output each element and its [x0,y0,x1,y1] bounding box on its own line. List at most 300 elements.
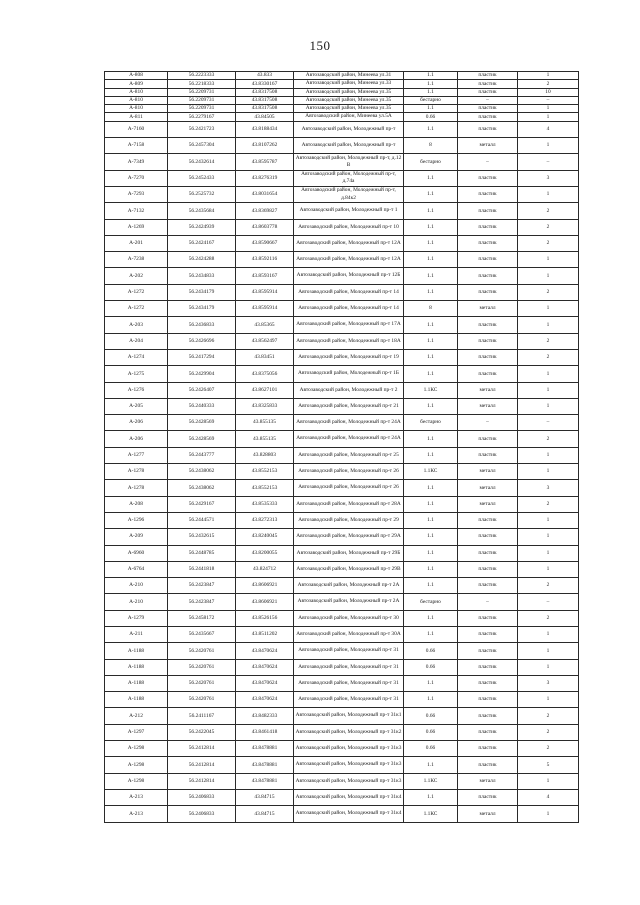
table-row [105,529,579,545]
cell-longitude: 43.8482333 [236,708,294,724]
table-row [105,496,579,512]
cell-material: металл [458,398,518,414]
cell-address: Автозаводский район, Молодежный пр-т 24А [294,431,404,447]
cell-volume: 1.1 [404,317,458,333]
cell-volume: 0.66 [404,724,458,740]
cell-latitude: 56.2429167 [168,496,236,512]
cell-latitude: 56.2452433 [168,170,236,186]
cell-count: 1 [518,398,579,414]
cell-latitude: 56.2429904 [168,366,236,382]
cell-latitude: 56.2525732 [168,186,236,202]
cell-address: Автозаводский район, Молодежный пр-т 12А [294,252,404,268]
cell-site-id: А-1272 [105,284,168,300]
cell-address: Автозаводский район, Молодежный пр-т 14 [294,284,404,300]
cell-site-id: А-211 [105,626,168,642]
cell-latitude: 56.2420761 [168,659,236,675]
cell-material: металл [458,464,518,480]
cell-address: Автозаводский район, Молодежный пр-т 31к3 [294,757,404,773]
cell-site-id: А-810 [105,105,168,113]
cell-material: пластик [458,675,518,691]
cell-address: Автозаводский район, Молодежный пр-т 24А [294,415,404,431]
cell-material: металл [458,138,518,154]
cell-longitude: 43.8461418 [236,724,294,740]
cell-longitude: 43.8276319 [236,170,294,186]
cell-material: пластик [458,186,518,202]
table-row [105,96,579,104]
cell-count: 2 [518,708,579,724]
cell-volume: 1.1 [404,72,458,80]
cell-material: пластик [458,105,518,113]
cell-site-id: А-810 [105,88,168,96]
cell-volume: 1.1 [404,235,458,251]
cell-latitude: 56.2441818 [168,561,236,577]
cell-longitude: 43.8470624 [236,692,294,708]
table-row [105,545,579,561]
cell-material: пластик [458,447,518,463]
cell-volume: 1.1 [404,203,458,219]
cell-material: пластик [458,88,518,96]
cell-address: Автозаводский район, Молодежный пр-т 19 [294,349,404,365]
cell-site-id: А-810 [105,96,168,104]
cell-count: 2 [518,431,579,447]
cell-count: 4 [518,121,579,137]
table-row [105,741,579,757]
cell-material: пластик [458,121,518,137]
cell-material: пластик [458,252,518,268]
cell-latitude: 56.2438062 [168,480,236,496]
cell-site-id: А-809 [105,80,168,88]
cell-site-id: А-1275 [105,366,168,382]
cell-volume: 1.1 [404,512,458,528]
cell-volume: 1.1 [404,692,458,708]
cell-count: – [518,154,579,170]
cell-material: пластик [458,268,518,284]
cell-count: 1 [518,561,579,577]
cell-latitude: 56.2423847 [168,578,236,594]
table-row [105,789,579,805]
cell-site-id: А-7293 [105,186,168,202]
table-row [105,464,579,480]
cell-volume: 1.1КС [404,773,458,789]
cell-volume: 1.1 [404,789,458,805]
cell-material: пластик [458,659,518,675]
cell-material: пластик [458,578,518,594]
cell-count: 1 [518,464,579,480]
cell-site-id: А-7238 [105,252,168,268]
cell-longitude: 43.855135 [236,415,294,431]
cell-latitude: 56.2209731 [168,96,236,104]
cell-volume: 0.66 [404,643,458,659]
cell-volume: 1.1 [404,675,458,691]
cell-volume: 1.1 [404,610,458,626]
cell-volume: 1.1 [404,333,458,349]
cell-latitude: 56.2424288 [168,252,236,268]
cell-latitude: 56.2428569 [168,431,236,447]
cell-volume: 1.1 [404,349,458,365]
cell-latitude: 56.2444571 [168,512,236,528]
table-row [105,480,579,496]
cell-site-id: А-1188 [105,643,168,659]
cell-address: Автозаводский район, Молодежный пр-т 17А [294,317,404,333]
cell-count: 1 [518,626,579,642]
table-row [105,431,579,447]
cell-material: металл [458,806,518,822]
cell-site-id: А-201 [105,235,168,251]
cell-count: 1 [518,512,579,528]
cell-address: Автозаводский район, Молодежный пр-т 31к4 [294,789,404,805]
cell-longitude: 43.8375056 [236,366,294,382]
table-row [105,113,579,121]
cell-site-id: А-1296 [105,512,168,528]
cell-site-id: А-7270 [105,170,168,186]
cell-count: 1 [518,447,579,463]
cell-longitude: 43.8200055 [236,545,294,561]
cell-site-id: А-1274 [105,349,168,365]
cell-longitude: 43.8272313 [236,512,294,528]
cell-volume: 1.1КС [404,464,458,480]
cell-latitude: 56.2424939 [168,219,236,235]
cell-latitude: 56.2406833 [168,789,236,805]
cell-site-id: А-213 [105,806,168,822]
cell-volume: 1.1 [404,366,458,382]
cell-count: 2 [518,284,579,300]
cell-count: 1 [518,773,579,789]
cell-count: – [518,96,579,104]
cell-longitude: 43.8478881 [236,741,294,757]
cell-count: 2 [518,578,579,594]
cell-longitude: 43.8031654 [236,186,294,202]
cell-volume: бестарно [404,154,458,170]
cell-longitude: 43.8325833 [236,398,294,414]
cell-material: – [458,154,518,170]
cell-count: 1 [518,659,579,675]
cell-latitude: 56.2420761 [168,675,236,691]
table-row [105,105,579,113]
table-row [105,235,579,251]
cell-count: 2 [518,333,579,349]
cell-longitude: 43.84505 [236,113,294,121]
cell-count: 1 [518,268,579,284]
cell-address: Автозаводский район, Молодежный пр-т 31к2 [294,724,404,740]
cell-count: 1 [518,643,579,659]
cell-longitude: 43.8511202 [236,626,294,642]
cell-longitude: 43.84715 [236,806,294,822]
cell-longitude: 43.8595914 [236,284,294,300]
cell-site-id: А-1188 [105,675,168,691]
cell-site-id: А-1278 [105,480,168,496]
cell-latitude: 56.2420761 [168,692,236,708]
cell-material: пластик [458,170,518,186]
cell-material: пластик [458,80,518,88]
cell-latitude: 56.2411167 [168,708,236,724]
cell-volume: 1.1 [404,88,458,96]
cell-latitude: 56.2443777 [168,447,236,463]
cell-address: Автозаводский район, Молодежный пр-т 29А [294,529,404,545]
cell-count: 2 [518,496,579,512]
cell-address: Автозаводский район, Молодежный пр-т 1Б [294,366,404,382]
cell-material: пластик [458,741,518,757]
cell-volume: 1.1 [404,219,458,235]
cell-count: 4 [518,789,579,805]
cell-volume: 1.1 [404,284,458,300]
cell-address: Автозаводский район, Молодежный пр-т 26 [294,464,404,480]
cell-count: 2 [518,219,579,235]
cell-volume: 1.1 [404,105,458,113]
cell-address: Автозаводский район, Молодежный пр-т 31к3 [294,741,404,757]
cell-volume: 1.1 [404,170,458,186]
cell-count: 1 [518,806,579,822]
cell-longitude: 43.8595787 [236,154,294,170]
cell-address: Автозаводский район, Молодежный пр-т 2А [294,578,404,594]
cell-count: 2 [518,610,579,626]
cell-site-id: А-6960 [105,545,168,561]
cell-material: металл [458,301,518,317]
cell-count: 2 [518,203,579,219]
cell-latitude: 56.2432615 [168,529,236,545]
cell-site-id: А-811 [105,113,168,121]
cell-latitude: 56.2218333 [168,80,236,88]
cell-address: Автозаводский район, Молодежный пр-т, д.12 В [294,154,404,170]
cell-address: Автозаводский район, Минеева ул.35 [294,88,404,96]
cell-material: пластик [458,235,518,251]
cell-material: пластик [458,626,518,642]
table-row [105,366,579,382]
cell-count: 1 [518,252,579,268]
cell-site-id: А-204 [105,333,168,349]
cell-address: Автозаводский район, Минеева ул.5А [294,113,404,121]
cell-site-id: А-1188 [105,659,168,675]
cell-count: 1 [518,545,579,561]
cell-latitude: 56.2432614 [168,154,236,170]
cell-latitude: 56.2420761 [168,643,236,659]
cell-address: Автозаводский район, Молодежный пр-т 14 [294,301,404,317]
table-row [105,80,579,88]
table-row [105,317,579,333]
cell-count: 1 [518,113,579,121]
cell-site-id: А-1276 [105,382,168,398]
table-row [105,138,579,154]
cell-volume: бестарно [404,96,458,104]
cell-latitude: 56.2435667 [168,626,236,642]
cell-material: пластик [458,789,518,805]
cell-latitude: 56.2426696 [168,333,236,349]
cell-count: 3 [518,480,579,496]
cell-longitude: 43.85365 [236,317,294,333]
table-row [105,72,579,80]
cell-site-id: А-1298 [105,741,168,757]
cell-latitude: 56.2436833 [168,317,236,333]
cell-count: 1 [518,138,579,154]
cell-material: пластик [458,512,518,528]
cell-site-id: А-7132 [105,203,168,219]
cell-site-id: А-7349 [105,154,168,170]
cell-latitude: 56.2424167 [168,235,236,251]
cell-volume: 1.1 [404,447,458,463]
cell-longitude: 43.8317508 [236,96,294,104]
cell-address: Автозаводский район, Молодежный пр-т 1 [294,203,404,219]
cell-material: пластик [458,757,518,773]
cell-longitude: 43.8606921 [236,594,294,610]
cell-latitude: 56.2434833 [168,268,236,284]
cell-address: Автозаводский район, Молодежный пр-т 21 [294,398,404,414]
cell-site-id: А-1278 [105,464,168,480]
cell-latitude: 56.2412814 [168,741,236,757]
table-row [105,610,579,626]
cell-volume: 1.1 [404,431,458,447]
cell-volume: 1.1 [404,480,458,496]
cell-site-id: А-206 [105,415,168,431]
cell-latitude: 56.2435684 [168,203,236,219]
cell-site-id: А-6764 [105,561,168,577]
cell-longitude: 43.8606921 [236,578,294,594]
cell-volume: 1.1 [404,529,458,545]
cell-count: 2 [518,349,579,365]
cell-material: пластик [458,561,518,577]
cell-address: Автозаводский район, Молодежный пр-т 10 [294,219,404,235]
cell-latitude: 56.2423847 [168,594,236,610]
cell-site-id: А-208 [105,496,168,512]
cell-latitude: 56.2434179 [168,301,236,317]
cell-material: пластик [458,284,518,300]
cell-site-id: А-1279 [105,610,168,626]
cell-latitude: 56.2428569 [168,415,236,431]
cell-latitude: 56.2458172 [168,610,236,626]
cell-volume: 1.1 [404,561,458,577]
table-row [105,578,579,594]
cell-site-id: А-1269 [105,219,168,235]
cell-address: Автозаводский район, Молодежный пр-т 31 [294,659,404,675]
cell-material: пластик [458,545,518,561]
table-row [105,415,579,431]
table-row [105,170,579,186]
cell-address: Автозаводский район, Минеева ул.35 [294,105,404,113]
cell-address: Автозаводский район, Молодежный пр-т 31к1 [294,708,404,724]
register-table-body [105,72,579,823]
cell-address: Автозаводский район, Молодежный пр-т 12Б [294,268,404,284]
cell-address: Автозаводский район, Молодежный пр-т 29Б [294,545,404,561]
cell-longitude: 43.824712 [236,561,294,577]
cell-longitude: 43.855135 [236,431,294,447]
cell-site-id: А-7158 [105,138,168,154]
cell-longitude: 43.8107262 [236,138,294,154]
cell-longitude: 43.8595914 [236,301,294,317]
cell-site-id: А-205 [105,398,168,414]
cell-site-id: А-808 [105,72,168,80]
cell-longitude: 43.8317508 [236,88,294,96]
cell-longitude: 43.8369827 [236,203,294,219]
cell-material: пластик [458,219,518,235]
cell-volume: 1.1 [404,121,458,137]
cell-site-id: А-206 [105,431,168,447]
cell-site-id: А-203 [105,317,168,333]
cell-latitude: 56.2438062 [168,464,236,480]
cell-longitude: 43.8593167 [236,268,294,284]
table-row [105,724,579,740]
cell-count: 5 [518,757,579,773]
cell-site-id: А-202 [105,268,168,284]
table-row [105,806,579,822]
cell-address: Автозаводский район, Молодежный пр-т 12А [294,235,404,251]
cell-longitude: 43.8552153 [236,464,294,480]
table-row [105,333,579,349]
table-row [105,154,579,170]
table-row [105,561,579,577]
cell-site-id: А-210 [105,594,168,610]
table-row [105,626,579,642]
table-row [105,447,579,463]
cell-address: Автозаводский район, Молодежный пр-т 2 [294,382,404,398]
table-row [105,88,579,96]
cell-material: металл [458,480,518,496]
cell-material: пластик [458,349,518,365]
cell-volume: 0.66 [404,708,458,724]
table-row [105,349,579,365]
cell-volume: 1.1 [404,186,458,202]
cell-volume: 8 [404,301,458,317]
cell-count: 2 [518,724,579,740]
cell-longitude: 43.8590667 [236,235,294,251]
cell-latitude: 56.2412814 [168,773,236,789]
cell-longitude: 43.8240045 [236,529,294,545]
cell-longitude: 43.8470624 [236,643,294,659]
cell-site-id: А-1272 [105,301,168,317]
cell-material: металл [458,773,518,789]
cell-longitude: 43.8603778 [236,219,294,235]
cell-latitude: 56.2440333 [168,398,236,414]
cell-site-id: А-210 [105,578,168,594]
cell-count: 1 [518,366,579,382]
cell-address: Автозаводский район, Минеева ул.33 [294,80,404,88]
cell-volume: 1.1 [404,268,458,284]
cell-address: Автозаводский район, Молодежный пр-т 31 [294,692,404,708]
cell-address: Автозаводский район, Молодежный пр-т 31 [294,643,404,659]
cell-material: пластик [458,529,518,545]
table-row [105,675,579,691]
cell-address: Автозаводский район, Молодежный пр-т, д.74а [294,170,404,186]
cell-count: 1 [518,186,579,202]
cell-latitude: 56.2412814 [168,757,236,773]
cell-volume: 1.1 [404,398,458,414]
table-row [105,643,579,659]
cell-address: Автозаводский район, Молодежный пр-т [294,138,404,154]
cell-longitude: 43.8470624 [236,659,294,675]
cell-count: 3 [518,170,579,186]
cell-longitude: 43.83451 [236,349,294,365]
cell-count: 1 [518,72,579,80]
table-row [105,773,579,789]
cell-material: пластик [458,113,518,121]
cell-latitude: 56.2434179 [168,284,236,300]
cell-longitude: 43.84715 [236,789,294,805]
cell-material: пластик [458,692,518,708]
cell-material: пластик [458,431,518,447]
cell-address: Автозаводский район, Молодежный пр-т, д.84к2 [294,186,404,202]
cell-material: пластик [458,610,518,626]
cell-address: Автозаводский район, Молодежный пр-т 31 [294,675,404,691]
cell-site-id: А-212 [105,708,168,724]
cell-address: Автозаводский район, Молодежный пр-т 31к4 [294,806,404,822]
cell-address: Автозаводский район, Молодежный пр-т 30А [294,626,404,642]
cell-address: Автозаводский район, Молодежный пр-т 25 [294,447,404,463]
cell-count: 10 [518,88,579,96]
cell-volume: 8 [404,138,458,154]
cell-volume: 1.1КС [404,382,458,398]
cell-volume: бестарно [404,415,458,431]
table-row [105,594,579,610]
cell-material: пластик [458,333,518,349]
cell-volume: 0.66 [404,741,458,757]
cell-address: Автозаводский район, Минеева ул.31 [294,72,404,80]
